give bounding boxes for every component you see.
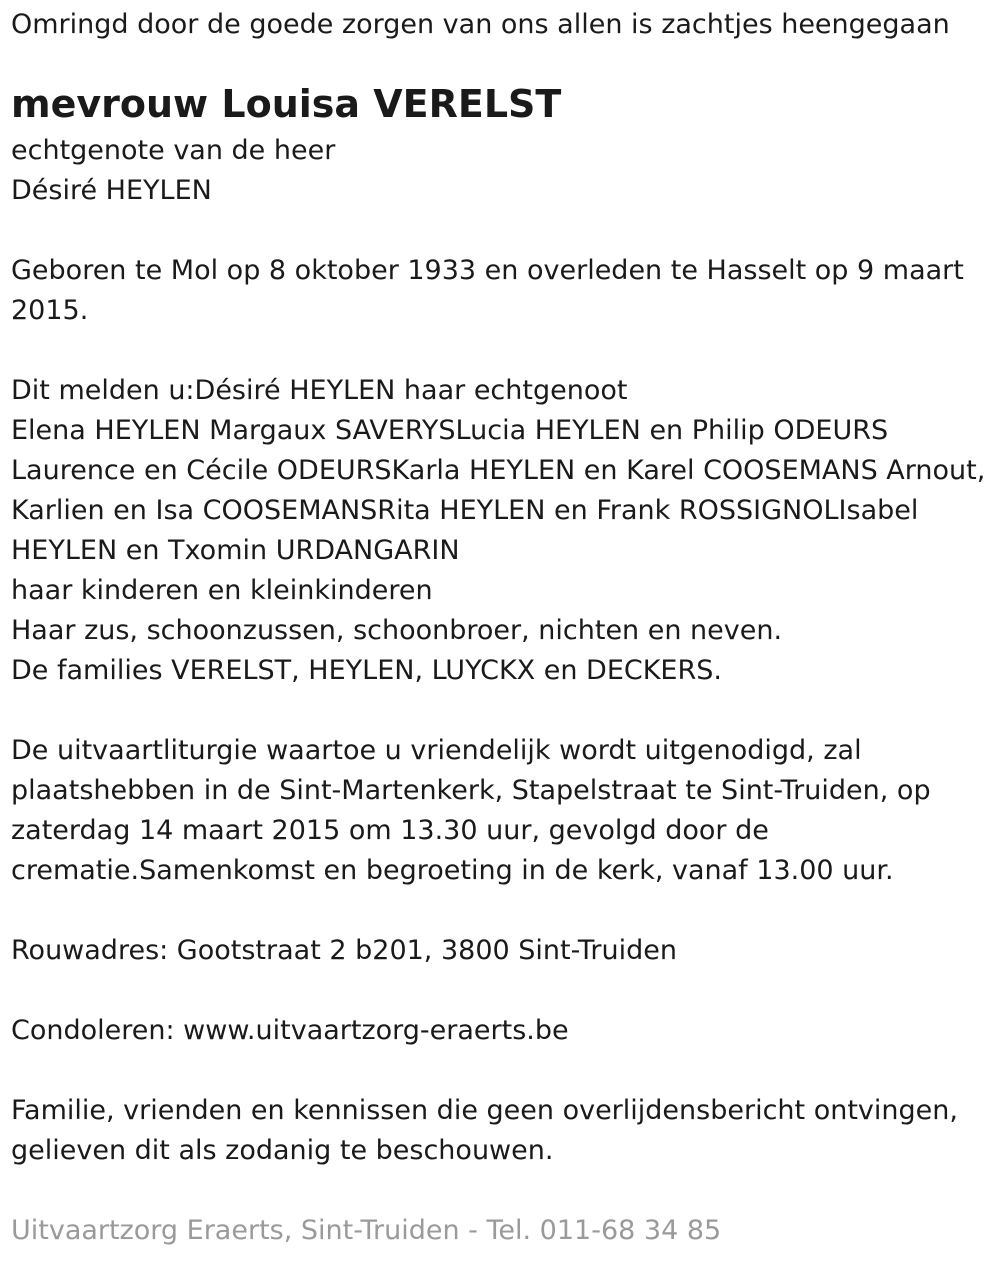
spacer (11, 331, 1000, 371)
family-line: haar kinderen en kleinkinderen (11, 575, 433, 606)
birth-death-line-2: 2015. (11, 295, 89, 326)
spacer (11, 891, 1000, 931)
liturgy-section (11, 731, 1000, 891)
funeral-home-footer: Uitvaartzorg Eraerts, Sint-Truiden - Tel. 011-68 34 85 (11, 1215, 722, 1246)
spouse-line-2: Désiré HEYLEN (11, 175, 212, 206)
spouse-line-1: echtgenote van de heer (11, 135, 336, 166)
family-section (11, 371, 1000, 691)
family-line: Haar zus, schoonzussen, schoonbroer, nichten en neven. (11, 615, 783, 646)
closing-line: gelieven dit als zodanig te beschouwen. (11, 1135, 554, 1166)
intro-text: Omringd door de goede zorgen van ons allen is zachtjes heengegaan (11, 9, 950, 40)
family-line: Karlien en Isa COOSEMANSRita HEYLEN en Frank ROSSIGNOLIsabel (11, 495, 919, 526)
birth-death-line-1: Geboren te Mol op 8 oktober 1933 en overleden te Hasselt op 9 maart (11, 255, 964, 286)
liturgy-line: zaterdag 14 maart 2015 om 13.30 uur, gevolgd door de (11, 815, 769, 846)
closing-line: Familie, vrienden en kennissen die geen overlijdensbericht ontvingen, (11, 1095, 958, 1126)
spacer (11, 1171, 1000, 1211)
spacer (11, 211, 1000, 251)
family-line: De families VERELST, HEYLEN, LUYCKX en DECKERS. (11, 655, 722, 686)
liturgy-line: De uitvaartliturgie waartoe u vriendelijk wordt uitgenodigd, zal (11, 735, 862, 766)
family-line: Laurence en Cécile ODEURSKarla HEYLEN en Karel COOSEMANS Arnout, (11, 455, 986, 486)
liturgy-line: crematie.Samenkomst en begroeting in de kerk, vanaf 13.00 uur. (11, 855, 894, 886)
deceased-name: mevrouw Louisa VERELST (11, 82, 562, 126)
spacer (11, 691, 1000, 731)
family-line: Dit melden u:Désiré HEYLEN haar echtgenoot (11, 375, 628, 406)
mourning-address: Rouwadres: Gootstraat 2 b201, 3800 Sint-Truiden (11, 935, 677, 966)
condolences-link[interactable]: Condoleren: www.uitvaartzorg-eraerts.be (11, 1015, 569, 1046)
closing-section (11, 1091, 1000, 1171)
spacer (11, 971, 1000, 1011)
family-line: Elena HEYLEN Margaux SAVERYSLucia HEYLEN en Philip ODEURS (11, 415, 889, 446)
family-line: HEYLEN en Txomin URDANGARIN (11, 535, 460, 566)
liturgy-line: plaatshebben in de Sint-Martenkerk, Stapelstraat te Sint-Truiden, op (11, 775, 931, 806)
spacer (11, 1051, 1000, 1091)
